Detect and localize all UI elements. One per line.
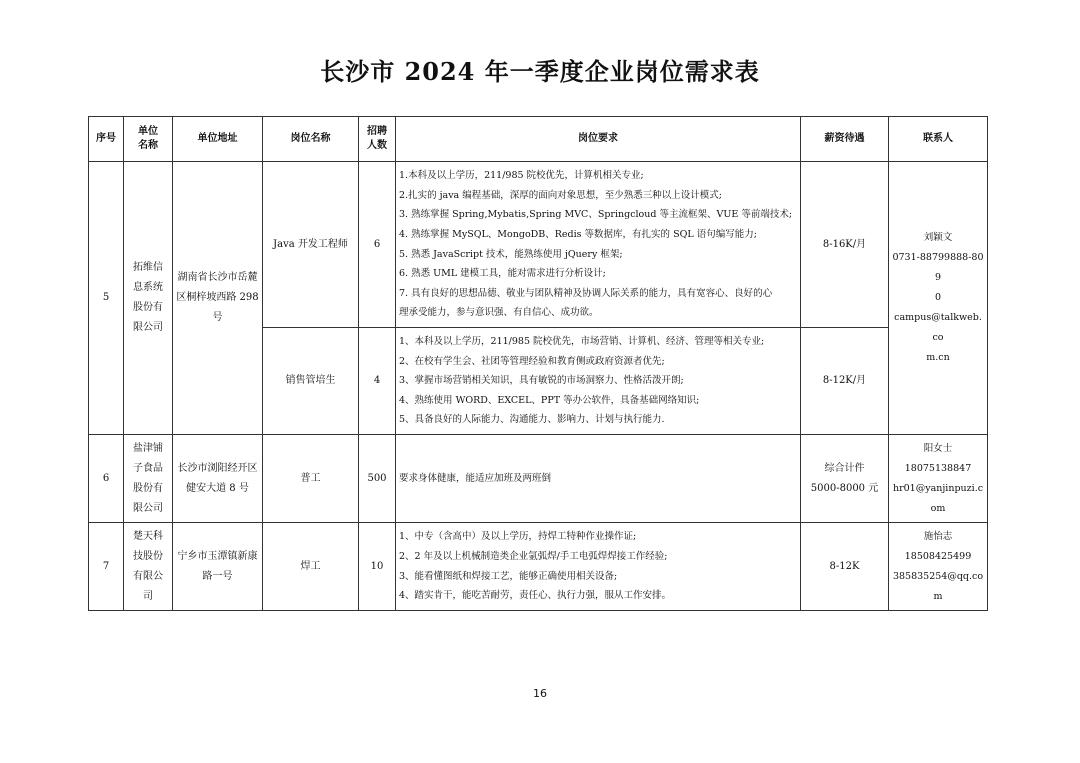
requirement-line: 4、熟练使用 WORD、EXCEL、PPT 等办公软件，具备基础网络知识;: [399, 394, 700, 406]
cell-seq: 6: [89, 435, 124, 523]
requirement-line: 3、掌握市场营销相关知识，具有敏锐的市场洞察力、性格活泼开朗;: [399, 375, 684, 387]
cell-count: 4: [359, 328, 396, 435]
header-seq: 序号: [89, 117, 124, 162]
cell-count: 6: [359, 162, 396, 328]
requirement-line: 7. 具有良好的思想品德、敬业与团队精神及协调人际关系的能力，具有宽容心、良好的心: [399, 287, 773, 299]
cell-count: 500: [359, 435, 396, 523]
cell-count: 10: [359, 523, 396, 611]
cell-requirements: [396, 435, 801, 523]
requirement-line: 要求身体健康，能适应加班及两班倒: [399, 472, 552, 484]
header-address: 单位地址: [173, 117, 263, 162]
cell-company: 盐津铺 子食品 股份有 限公司: [124, 435, 173, 523]
requirement-line: 1.本科及以上学历，211/985 院校优先，计算机相关专业;: [399, 170, 644, 182]
cell-contact: 阳女士 18075138847 hr01@yanjinpuzi.c om: [889, 435, 988, 523]
page-number: 16: [533, 687, 547, 700]
cell-company: 拓维信 息系统 股份有 限公司: [124, 162, 173, 435]
requirement-line: 1、中专（含高中）及以上学历，持焊工特种作业操作证;: [399, 531, 637, 543]
requirement-line: 4. 熟练掌握 MySQL、MongoDB、Redis 等数据库，有扎实的 SQL 语句编写能力;: [399, 228, 757, 240]
requirement-line: 1、本科及以上学历，211/985 院校优先，市场营销、计算机、经济、管理等相关专业;: [399, 336, 765, 348]
cell-contact: 刘颖文 0731-88799888-809 0 campus@talkweb.co m.cn: [889, 162, 988, 435]
cell-requirements: [396, 328, 801, 435]
cell-position: 销售管培生: [263, 328, 359, 435]
cell-company: 楚天科 技股份 有限公 司: [124, 523, 173, 611]
cell-contact: 施怡志 18508425499 385835254@qq.com: [889, 523, 988, 611]
cell-salary: 8-12K: [801, 523, 889, 611]
cell-requirements: [396, 523, 801, 611]
cell-position: Java 开发工程师: [263, 162, 359, 328]
cell-requirements: [396, 162, 801, 328]
cell-address: 湖南省长沙市岳麓 区桐梓坡西路 298 号: [173, 162, 263, 435]
table-row: [89, 162, 988, 328]
table-row: [89, 435, 988, 523]
cell-address: 宁乡市玉潭镇新康 路一号: [173, 523, 263, 611]
cell-address: 长沙市浏阳经开区 健安大道 8 号: [173, 435, 263, 523]
requirement-line: 5. 熟悉 JavaScript 技术，能熟练使用 jQuery 框架;: [399, 248, 623, 260]
cell-position: 普工: [263, 435, 359, 523]
requirement-line: 4、踏实肯干，能吃苦耐劳，责任心、执行力强，服从工作安排。: [399, 590, 672, 602]
table-header-row: [89, 117, 988, 162]
table-row: [89, 523, 988, 611]
cell-salary: 8-16K/月: [801, 162, 889, 328]
job-demand-table: [88, 116, 988, 611]
cell-position: 焊工: [263, 523, 359, 611]
cell-seq: 5: [89, 162, 124, 435]
header-count: 招聘 人数: [359, 117, 396, 162]
cell-salary: 综合计件 5000-8000 元: [801, 435, 889, 523]
requirement-line: 2、在校有学生会、社团等管理经验和教育侧或政府资源者优先;: [399, 355, 665, 367]
header-requirements: 岗位要求: [396, 117, 801, 162]
cell-seq: 7: [89, 523, 124, 611]
requirement-line: 6. 熟悉 UML 建模工具，能对需求进行分析设计;: [399, 268, 606, 280]
requirement-line: 2、2 年及以上机械制造类企业氩弧焊/手工电弧焊焊接工作经验;: [399, 550, 668, 562]
requirement-line: 2.扎实的 java 编程基础，深厚的面向对象思想，至少熟悉三种以上设计模式;: [399, 189, 722, 201]
header-company: 单位 名称: [124, 117, 173, 162]
cell-salary: 8-12K/月: [801, 328, 889, 435]
requirement-line: 理承受能力，参与意识强、有自信心、成功欲。: [399, 307, 599, 319]
page-title: 长沙市 2024 年一季度企业岗位需求表: [320, 57, 760, 86]
header-position: 岗位名称: [263, 117, 359, 162]
requirement-line: 3. 熟练掌握 Spring,Mybatis,Spring MVC、Springcloud 等主流框架、VUE 等前端技术;: [399, 209, 793, 221]
header-salary: 薪资待遇: [801, 117, 889, 162]
requirement-line: 5、具备良好的人际能力、沟通能力、影响力、计划与执行能力.: [399, 414, 665, 426]
header-contact: 联系人: [889, 117, 988, 162]
requirement-line: 3、能看懂图纸和焊接工艺，能够正确使用相关设备;: [399, 570, 618, 582]
